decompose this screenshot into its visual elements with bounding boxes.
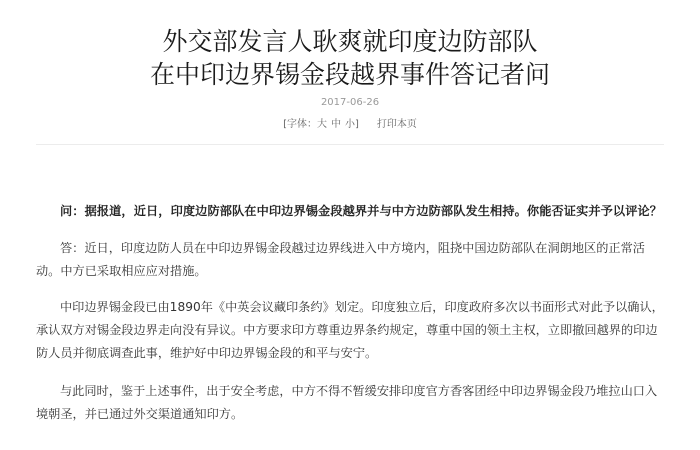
- article-tools: [0, 118, 700, 132]
- answer-paragraph-2: 中印边界锡金段已由1890年《中英会议藏印条约》划定。印度独立后，印度政府多次以书面形式对此予以确认，承认双方对锡金段边界走向没有异议。中方要求印方尊重边界条约规定，尊重中国的领土主权，立即撤回越界的印边防人员并彻底调查此事，维护好中印边界锡金段的和平与安宁。: [36, 300, 664, 360]
- divider: [36, 144, 664, 145]
- answer-paragraph-3: 与此同时，鉴于上述事件，出于安全考虑，中方不得不暂缓安排印度官方香客团经中印边界锡金段乃堆拉山口入境朝圣，并已通过外交渠道通知印方。: [36, 384, 658, 421]
- title-line-1: 外交部发言人耿爽就印度边防部队: [162, 27, 538, 56]
- question-paragraph: 问：据报道，近日，印度边防部队在中印边界锡金段越界并与中方边防部队发生相持。你能否证实并予以评论？: [60, 204, 663, 218]
- print-page-link[interactable]: 打印本页: [376, 119, 417, 130]
- font-size-label: [字体：: [283, 119, 317, 130]
- publish-date: 2017-06-26: [320, 97, 380, 108]
- answer-paragraph-1: 答：近日，印度边防人员在中印边界锡金段越过边界线进入中方境内，阻挠中国边防部队在洞朗地区的正常活动。中方已采取相应应对措施。: [36, 241, 645, 278]
- font-size-close-bracket: ]: [355, 119, 359, 130]
- font-size-large-link[interactable]: 大: [317, 119, 327, 130]
- title-line-2: 在中印边界锡金段越界事件答记者问: [149, 60, 550, 89]
- font-size-small-link[interactable]: 小: [345, 119, 355, 130]
- font-size-medium-link[interactable]: 中: [331, 119, 341, 130]
